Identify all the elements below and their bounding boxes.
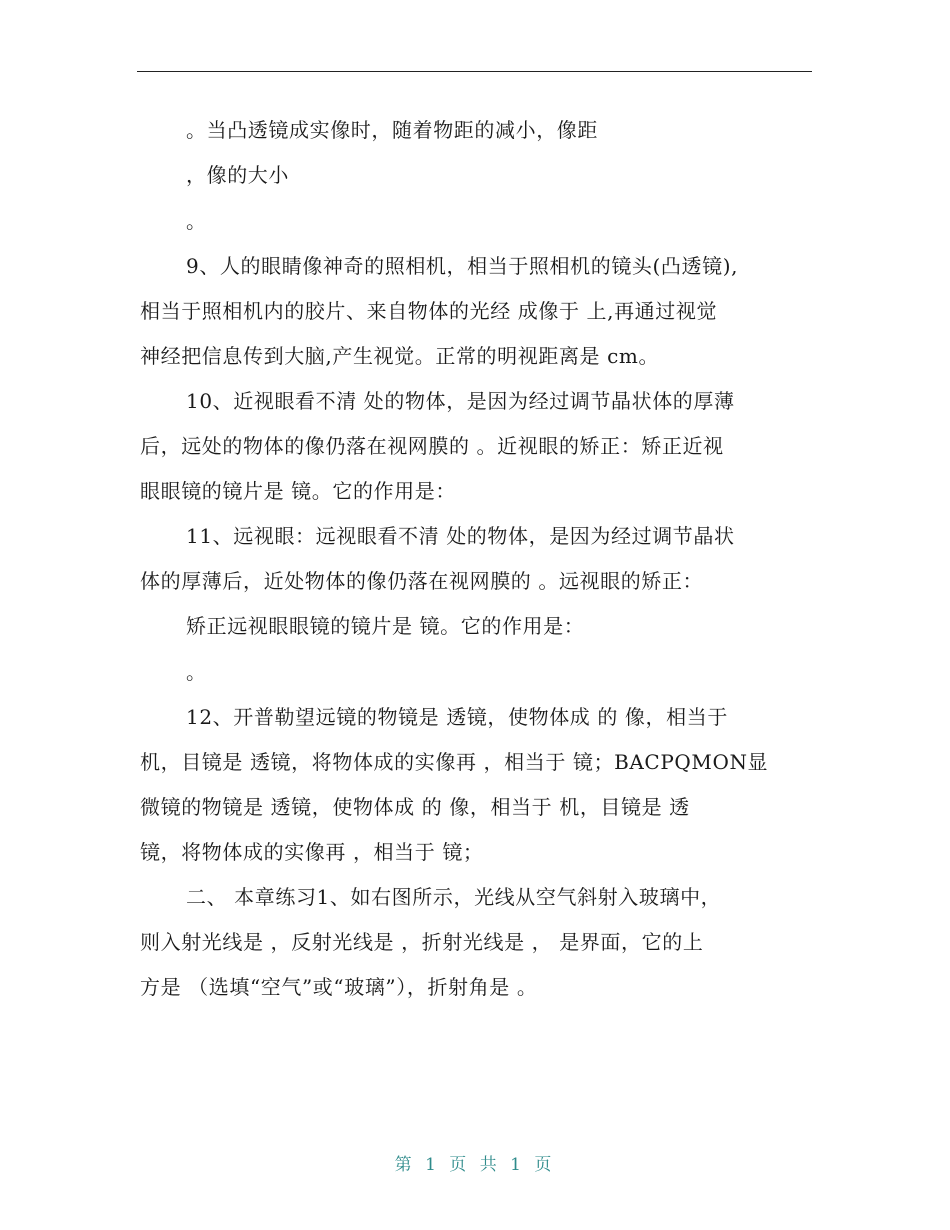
text-line-6: 神经把信息传到大脑,产生视觉。正常的明视距离是 cm。 (140, 344, 660, 368)
text-line-9: 眼眼镜的镜片是 镜。它的作用是： (140, 479, 456, 503)
text-line-20: 方是 （选填“空气”或“玻璃”），折射角是 。 (140, 975, 538, 999)
text-line-5: 相当于照相机内的胶片、来自物体的光经 成像于 上,再通过视觉 (140, 299, 718, 323)
text-line-7: 10、近视眼看不清 处的物体，是因为经过调节晶状体的厚薄 (186, 389, 735, 413)
text-line-2: ，像的大小 (186, 163, 289, 187)
text-line-14: 12、开普勒望远镜的物镜是 透镜，使物体成 的 像，相当于 (186, 705, 728, 729)
text-line-3: 。 (186, 209, 207, 233)
text-line-12: 矫正远视眼眼镜的镜片是 镜。它的作用是： (186, 614, 585, 638)
header-rule (137, 71, 812, 72)
text-line-15: 机，目镜是 透镜，将物体成的实像再 ，相当于 镜；BACPQMON显 (140, 750, 769, 774)
text-line-11: 体的厚薄后，近处物体的像仍落在视网膜的 。远视眼的矫正： (140, 569, 704, 593)
text-line-18: 二、 本章练习1、如右图所示，光线从空气斜射入玻璃中， (186, 885, 722, 909)
text-line-16: 微镜的物镜是 透镜，使物体成 的 像，相当于 机，目镜是 透 (140, 795, 690, 819)
text-line-10: 11、远视眼：远视眼看不清 处的物体，是因为经过调节晶状 (186, 524, 735, 548)
text-line-8: 后，远处的物体的像仍落在视网膜的 。近视眼的矫正：矫正近视 (140, 434, 724, 458)
text-line-4: 9、人的眼睛像神奇的照相机，相当于照相机的镜头(凸透镜), (186, 254, 739, 278)
text-line-19: 则入射光线是 ，反射光线是 ，折射光线是 ， 是界面，它的上 (140, 930, 704, 954)
text-line-17: 镜，将物体成的实像再 ，相当于 镜； (140, 840, 484, 864)
page-number-footer: 第 1 页 共 1 页 (394, 1155, 556, 1175)
text-line-1: 。当凸透镜成实像时，随着物距的减小，像距 (186, 118, 598, 142)
text-line-13: 。 (186, 660, 207, 684)
